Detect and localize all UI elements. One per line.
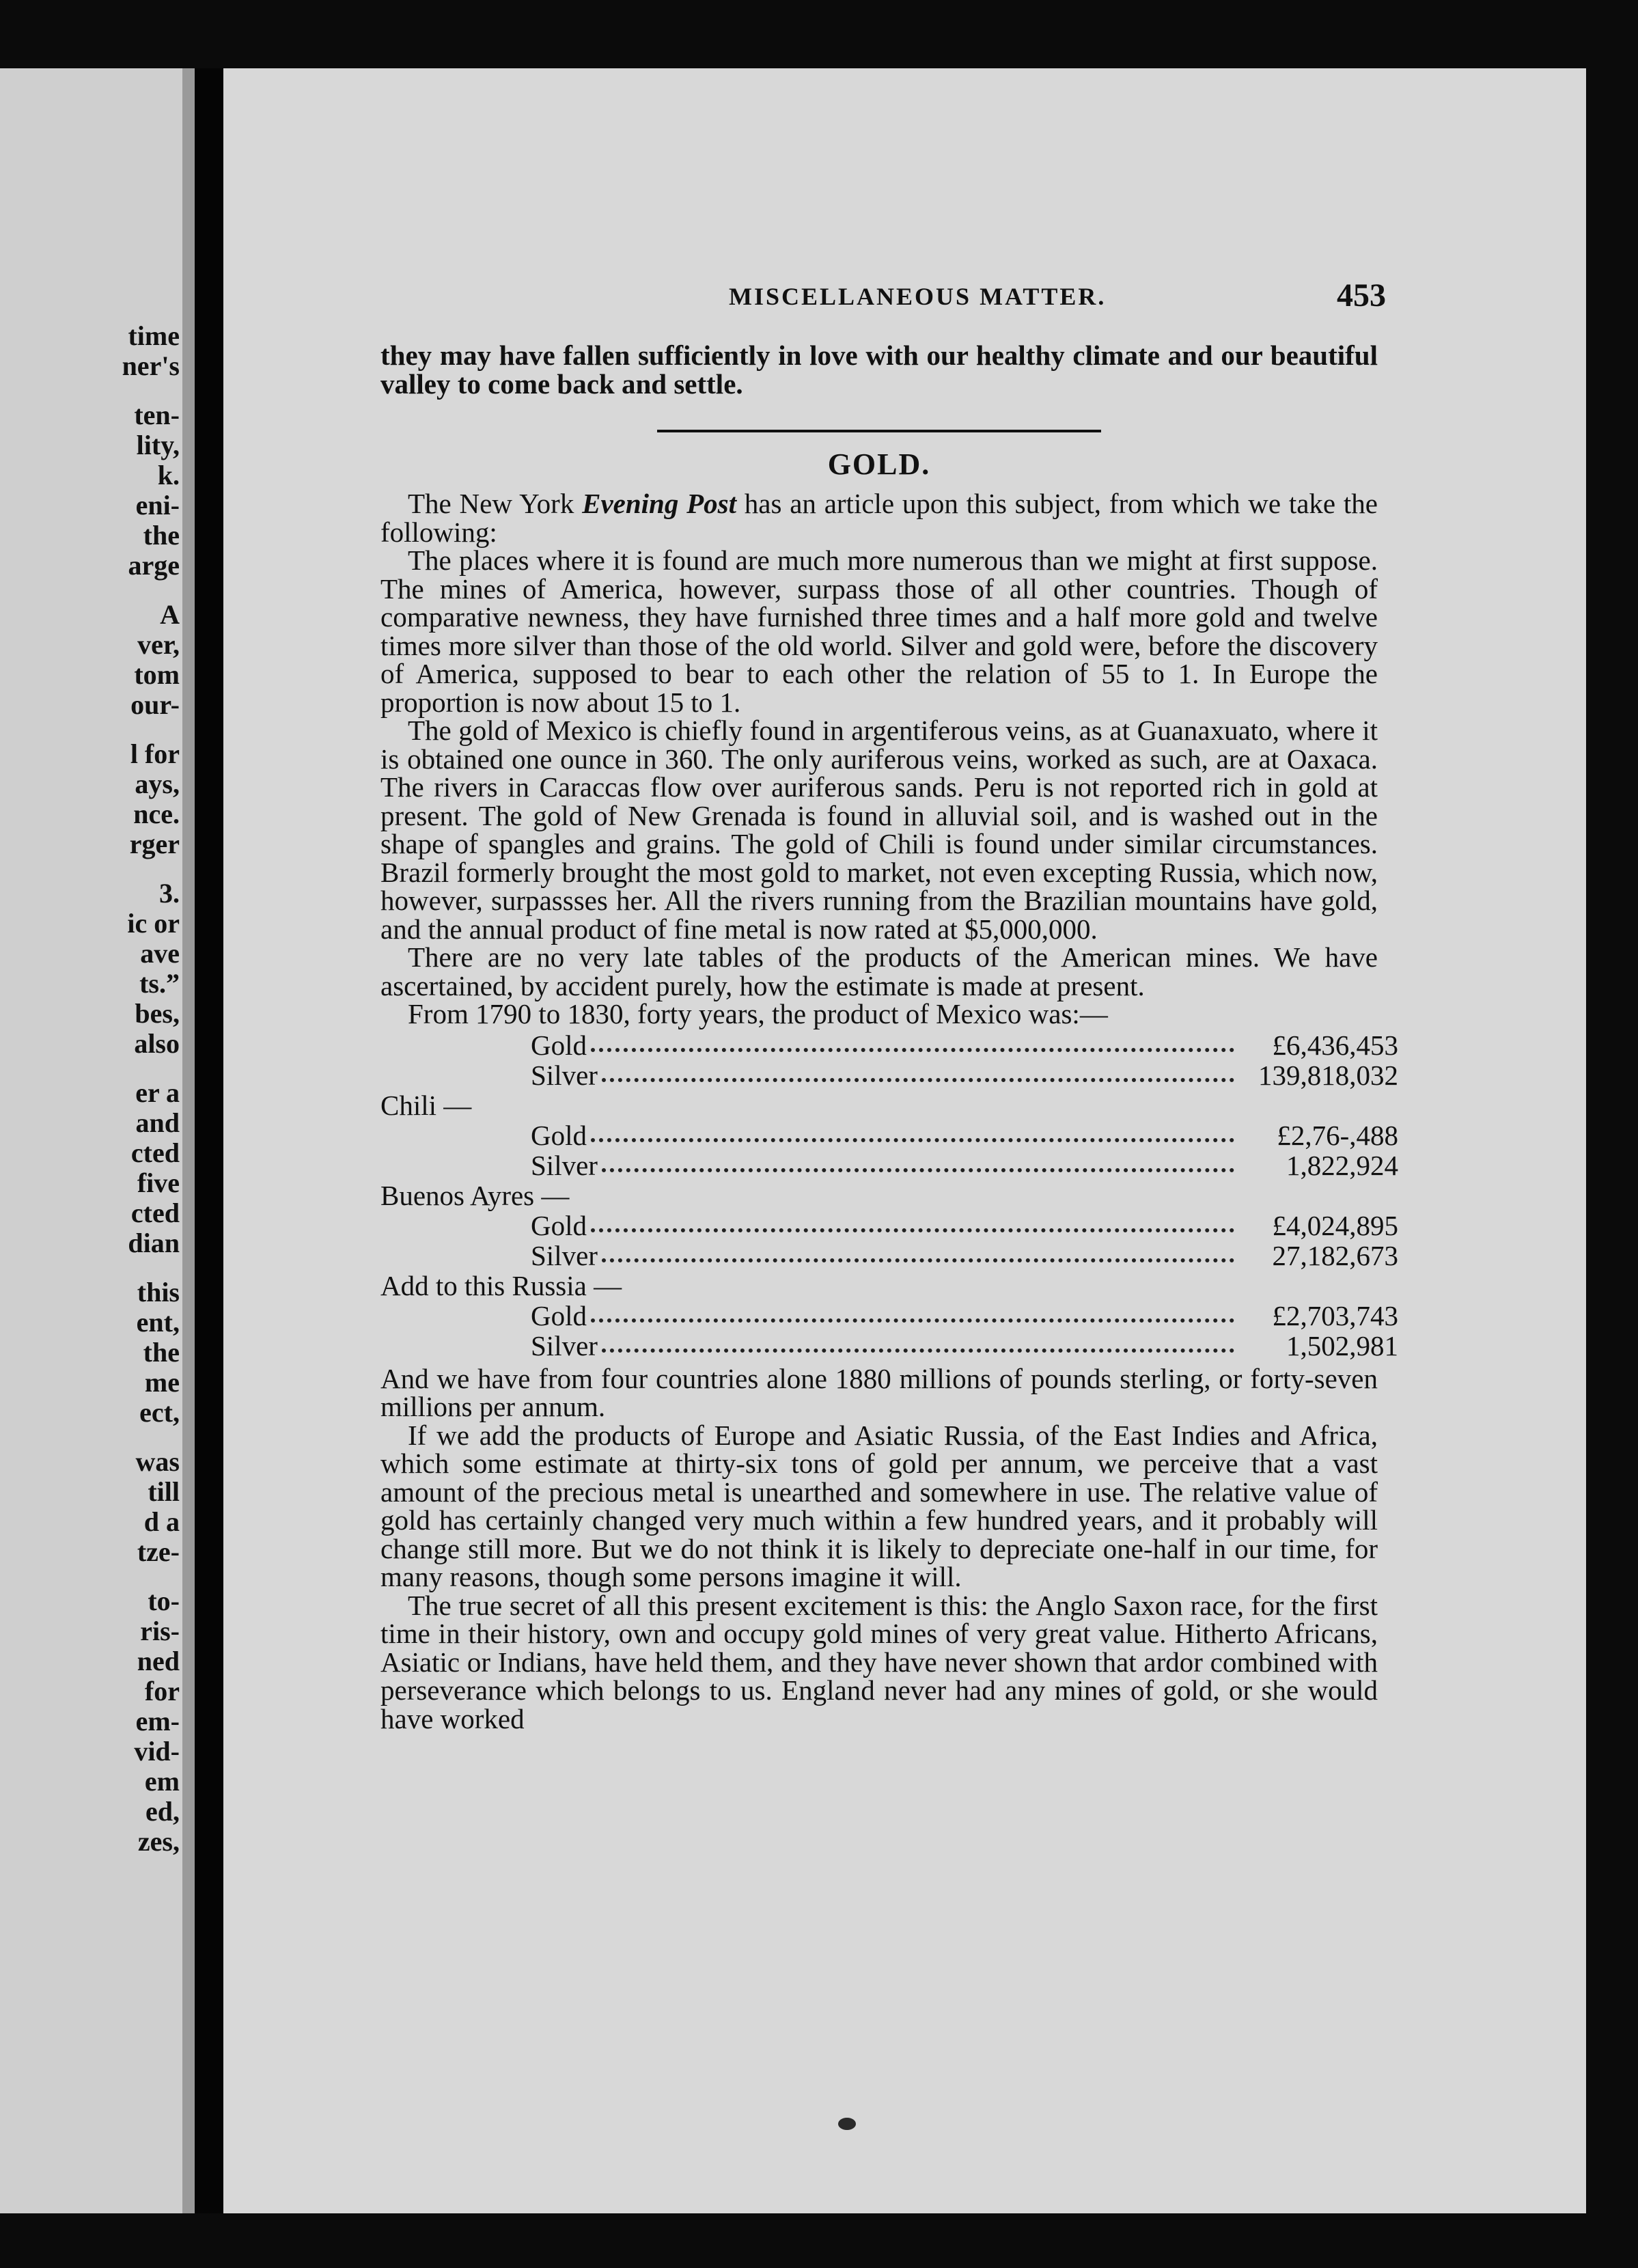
facing-page-line: ic or [127,908,180,939]
table-row: Silver 27,182,673 [531,1239,1398,1271]
country-label: Add to this Russia — [380,1269,622,1301]
page-body [380,340,1398,1734]
facing-page-line: five [137,1167,180,1198]
page-number: 453 [1337,277,1386,314]
facing-page-line: bes, [135,998,180,1029]
facing-page-line: arge [128,550,180,581]
facing-page-line: rger [129,829,180,859]
facing-page-edge [182,68,195,2213]
running-head: MISCELLANEOUS MATTER. [729,283,1107,310]
facing-page-line: 3. [159,878,180,909]
facing-page-line: ris- [140,1616,180,1646]
facing-page-line: ave [140,938,180,969]
table-row: Gold £4,024,895 [531,1209,1398,1241]
paragraph-4: There are no very late tables of the products of the American mines. We have ascertained, by accident purely, how the estimate is made at present. [380,941,1378,1001]
paragraph-1-start: The New York [408,488,583,519]
facing-page-line: d a [143,1506,180,1537]
facing-page-line: for [144,1676,180,1706]
section-divider [657,430,1101,432]
facing-page-line: also [134,1028,180,1059]
facing-page-line: the [143,520,180,551]
table-row: Gold £6,436,453 [531,1029,1398,1061]
paragraph-7: If we add the products of Europe and Asiatic Russia, of the East Indies and Africa, which some estimate at thirty-six tons of gold per annum, we perceive that a vast amount of the precious metal is unearthed and somewhere in use. The relative value of gold has certainly changed very much within a few hundred years, and it probably will change still more. But we do not think it is likely to depreciate one-half in our time, for many reasons, though some persons imagine it will. [380,1419,1378,1592]
facing-page-line: was [135,1446,180,1477]
facing-page-line: me [144,1367,180,1398]
facing-page-line: dian [128,1228,180,1258]
facing-page-line: ten- [134,400,180,430]
facing-page-line: em [144,1766,180,1797]
facing-page-line: ed, [145,1796,180,1827]
facing-page-line: l for [130,738,180,769]
facing-page-line: lity, [136,430,180,460]
paragraph-1-end: has an article upon this subject, from which we take the following: [380,488,1378,548]
country-label: Chili — [380,1089,472,1121]
facing-page-line: ect, [139,1397,180,1428]
country-label: Buenos Ayres — [380,1179,570,1211]
facing-page-line: till [148,1476,180,1507]
facing-page-line: ays, [135,769,180,799]
section-title: GOLD. [827,447,931,481]
facing-page-line: cted [130,1198,180,1228]
paragraph-8: The true secret of all this present excitement is this: the Anglo Saxon race, for the first time in their history, own and occupy gold mines of very great value. Hitherto Africans, Asiatic or Indians, have held them, and they have never shown that ardor combined with perseverance which belongs to us. England never had any mines of gold, or she would have worked [380,1589,1378,1734]
newspaper-title: Evening Post [582,488,737,519]
paragraph-1 [380,490,1378,547]
paragraph-5: From 1790 to 1830, forty years, the product of Mexico was:— [408,998,1108,1029]
facing-page-line: ned [137,1646,180,1676]
table-row: Silver 1,822,924 [531,1149,1398,1181]
book-gutter [195,68,223,2213]
production-table [380,1029,1398,1361]
facing-page-line: vid- [134,1736,180,1767]
facing-page-line: to- [148,1586,180,1616]
facing-page-line: k. [157,460,180,490]
table-row: Gold £2,703,743 [531,1299,1398,1331]
facing-page-line: this [137,1277,180,1308]
page-header [223,277,1586,318]
facing-page-line: ent, [136,1307,180,1338]
facing-page-line: cted [130,1137,180,1168]
facing-page-line: tze- [137,1536,180,1567]
facing-page-line: and [135,1107,180,1138]
facing-page-line: er a [135,1077,180,1108]
facing-page-line: em- [135,1706,180,1737]
facing-page-line: tom [134,659,180,690]
paragraph-3: The gold of Mexico is chiefly found in argentiferous veins, as at Guanaxuato, where it is obtained one ounce in 360. The only auriferous veins, worked as such, are at Oaxaca. The rivers in Caraccas flow over auriferous sands. Peru is not reported rich in gold at present. The gold of New Grenada is found in alluvial soil, and is washed out in the shape of spangles and grains. The gold of Chili is found under similar circumstances. Brazil formerly brought the most gold to market, not even excepting Russia, which now, however, surpassses her. All the rivers running from the Brazilian mountains have gold, and the annual product of fine metal is now rated at $5,000,000. [380,715,1378,945]
facing-page-line: our- [130,689,180,720]
table-row: Silver 139,818,032 [531,1059,1398,1091]
intro-paragraph: they may have fallen sufficiently in love with our healthy climate and our beautiful valley to come back and settle. [380,340,1378,400]
facing-page-line: the [143,1337,180,1368]
facing-page-fragment [0,68,195,2213]
facing-page-line: zes, [137,1826,180,1857]
facing-page-line: ts.” [139,968,180,999]
paragraph-6: And we have from four countries alone 1880 millions of pounds sterling, or forty-seven millions per annum. [380,1362,1378,1422]
paragraph-2: The places where it is found are much more numerous than we might at first suppose. The mines of America, however, surpass those of all other countries. Though of comparative newness, they have furnished three times and a half more gold and twelve times more silver than those of the old world. Silver and gold were, before the discovery of America, supposed to bear to each other the relation of 55 to 1. In Europe the proportion is now about 15 to 1. [380,544,1378,718]
table-row: Gold £2,76-,488 [531,1119,1398,1151]
facing-page-line: time [128,320,180,351]
facing-page-line: ver, [137,629,180,660]
table-row: Silver 1,502,981 [531,1329,1398,1361]
print-speck [838,2118,856,2130]
facing-page-line: ner's [122,350,180,381]
book-page [223,68,1586,2213]
facing-page-line: A [160,599,180,630]
facing-page-line: eni- [135,490,180,521]
facing-page-line: nce. [133,799,180,829]
